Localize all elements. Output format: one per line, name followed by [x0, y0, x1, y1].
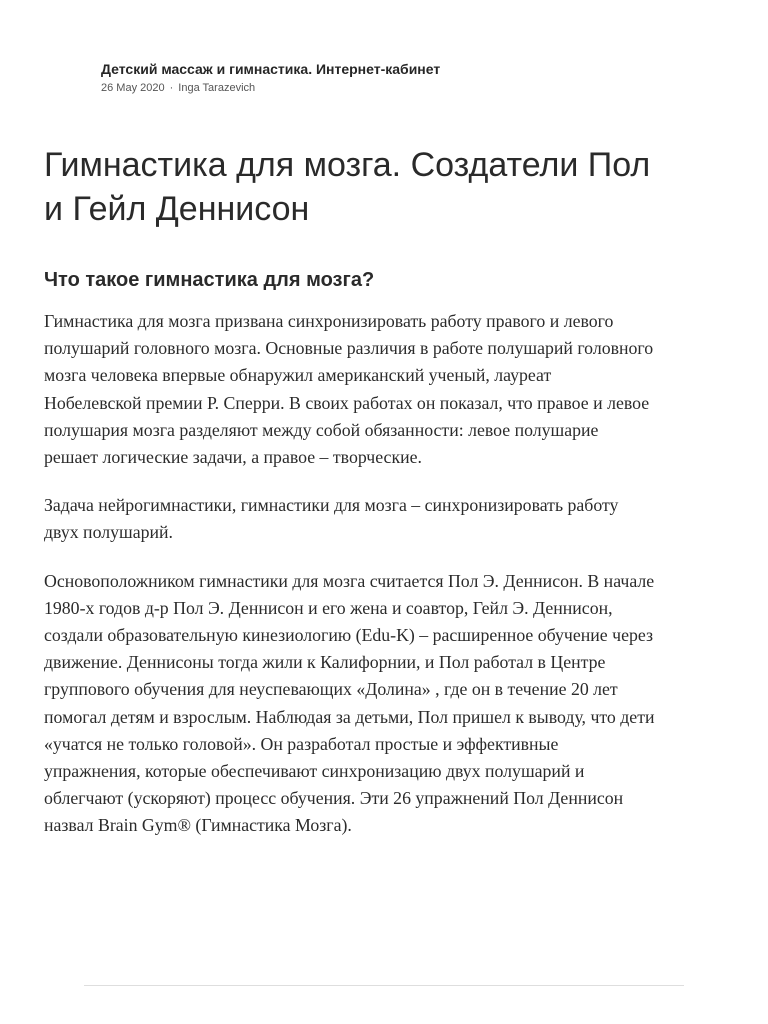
article-body	[44, 308, 734, 861]
paragraph-line: Гимнастика для мозга призвана синхронизировать работу правого и левого	[44, 311, 614, 331]
article-header	[101, 60, 701, 95]
paragraph-line: мозга человека впервые обнаружил американский ученый, лауреат	[44, 365, 552, 386]
paragraph-line: помогал детям и взрослым. Наблюдая за детьми, Пол пришел к выводу, что дети	[44, 706, 655, 727]
paragraph-line: 1980-х годов д-р Пол Э. Деннисон и его жена и соавтор, Гейл Э. Деннисон,	[44, 597, 613, 618]
paragraph	[44, 568, 734, 840]
publish-date: 26 May 2020	[101, 82, 165, 94]
paragraph	[44, 492, 734, 546]
paragraph-line: Нобелевской премии Р. Сперри. В своих работах он показал, что правое и левое	[44, 392, 650, 413]
paragraph-line: решает логические задачи, а правое – творческие.	[44, 447, 422, 468]
paragraph-line: упражнения, которые обеспечивают синхронизацию двух полушарий и	[44, 761, 585, 782]
paragraph-line: полушарий головного мозга. Основные различия в работе полушарий головного	[44, 338, 654, 359]
paragraph-line: назвал Brain Gym® (Гимнастика Мозга).	[44, 815, 352, 836]
paragraph-line: полушария мозга разделяют между собой обязанности: левое полушарие	[44, 419, 599, 440]
title-line: Гимнастика для мозга. Создатели Пол	[44, 146, 651, 184]
paragraph-line: «учатся не только головой». Он разработал простые и эффективные	[44, 733, 559, 754]
paragraph-line: Основоположником гимнастики для мозга считается Пол Э. Деннисон. В начале	[44, 570, 655, 591]
paragraph-line: облегчают (ускоряют) процесс обучения. Эти 26 упражнений Пол Деннисон	[44, 788, 624, 809]
author-name[interactable]: Inga Tarazevich	[178, 82, 256, 94]
paragraph	[44, 308, 734, 471]
paragraph-line: движение. Деннисоны тогда жили к Калифорнии, и Пол работал в Центре	[44, 652, 606, 673]
title-line: и Гейл Деннисон	[44, 190, 310, 228]
section-heading: Что такое гимнастика для мозга?	[44, 269, 375, 291]
post-meta	[101, 81, 701, 95]
paragraph-line: группового обучения для неуспевающих «Долина» , где он в течение 20 лет	[44, 679, 618, 700]
meta-separator: ·	[169, 82, 174, 94]
article-title	[44, 143, 734, 231]
paragraph-line: Задача нейрогимнастики, гимнастики для мозга – синхронизировать работу	[44, 495, 619, 516]
paragraph-line: создали образовательную кинезиологию (Edu-K) – расширенное обучение через	[44, 625, 653, 646]
paragraph-line: двух полушарий.	[44, 522, 173, 543]
footer-divider	[84, 985, 684, 986]
channel-name[interactable]: Детский массаж и гимнастика. Интернет-кабинет	[101, 61, 441, 77]
